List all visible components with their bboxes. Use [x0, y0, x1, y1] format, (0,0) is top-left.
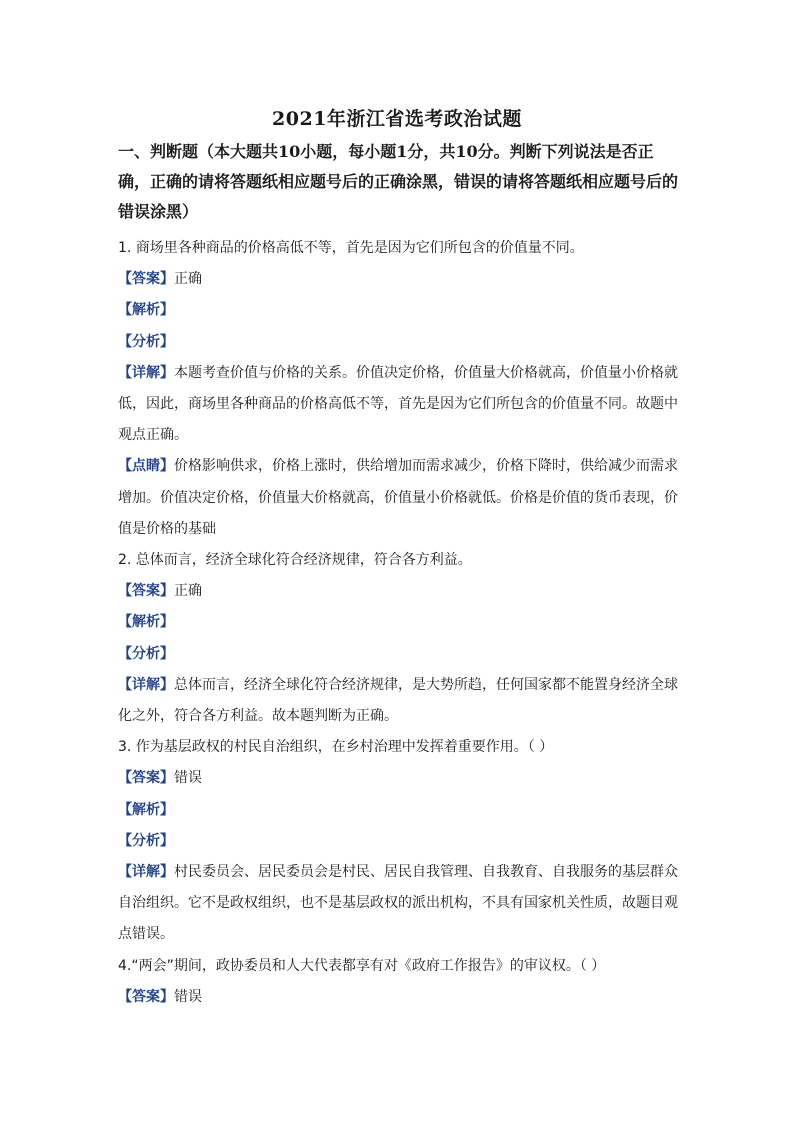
- line-text: 点错误。: [118, 926, 174, 943]
- answer-tag: 【答案】: [118, 988, 174, 1005]
- line-text: 错误: [174, 770, 202, 787]
- text-line: [118, 675, 698, 695]
- text-line: [118, 768, 698, 788]
- text-line: [118, 581, 698, 601]
- answer-tag: 【解析】: [118, 302, 174, 319]
- line-text: 值是价格的基础: [118, 520, 216, 537]
- text-line: [118, 612, 698, 632]
- text-line: [118, 862, 698, 882]
- answer-tag: 【解析】: [118, 801, 174, 818]
- answer-tag: 【答案】: [118, 770, 174, 787]
- text-line: [118, 394, 698, 414]
- line-text: 4.“两会”期间，政协委员和人大代表都享有对《政府工作报告》的审议权。（ ）: [118, 957, 606, 974]
- text-line: [118, 300, 698, 320]
- line-text: 本题考查价值与价格的关系。价值决定价格，价值量大价格就高，价值量小价格就: [174, 364, 678, 381]
- line-text: 正确: [174, 271, 202, 288]
- answer-tag: 【分析】: [118, 645, 174, 662]
- text-line: [118, 269, 698, 289]
- text-line: [118, 238, 698, 258]
- line-text: 增加。价值决定价格，价值量大价格就高，价值量小价格就低。价格是价值的货币表现，价: [118, 489, 678, 506]
- line-text: 低，因此，商场里各种商品的价格高低不等，首先是因为它们所包含的价值量不同。故题中: [118, 396, 678, 412]
- text-line: [118, 550, 698, 570]
- text-line: [118, 456, 698, 476]
- text-line: [118, 425, 698, 445]
- answer-tag: 【解析】: [118, 614, 174, 631]
- line-text: 错误: [174, 988, 202, 1005]
- answer-tag: 【答案】: [118, 583, 174, 600]
- line-text: 村民委员会、居民委员会是村民、居民自我管理、自我教育、自我服务的基层群众: [174, 864, 678, 880]
- text-line: [118, 956, 698, 976]
- answer-tag: 【详解】: [118, 864, 174, 880]
- text-line: [118, 332, 698, 352]
- answer-tag: 【详解】: [118, 676, 174, 693]
- line-text: 1. 商场里各种商品的价格高低不等，首先是因为它们所包含的价值量不同。: [118, 240, 584, 256]
- line-text: 2. 总体而言，经济全球化符合经济规律，符合各方利益。: [118, 552, 472, 568]
- text-line: [118, 737, 698, 757]
- line-text: 自治组织。它不是政权组织，也不是基层政权的派出机构，不具有国家机关性质，故题目观: [118, 895, 678, 912]
- line-text: 观点正确。: [118, 427, 188, 444]
- section-heading: 一、判断题（本大题共10小题，每小题1分，共10分。判断下列说法是否正确，正确的请将答题纸相应题号后的正确涂黑，错误的请将答题纸相应题号后的错误涂黑）: [118, 142, 679, 221]
- line-text: 总体而言，经济全球化符合经济规律，是大势所趋，任何国家都不能置身经济全球: [174, 676, 678, 693]
- answer-tag: 【详解】: [118, 364, 174, 381]
- document-title: 2021年浙江省选考政治试题: [272, 108, 522, 130]
- line-text: 正确: [174, 583, 202, 600]
- text-line: [118, 706, 698, 726]
- text-line: [118, 893, 698, 913]
- answer-tag: 【答案】: [118, 271, 174, 288]
- line-text: 化之外，符合各方利益。故本题判断为正确。: [118, 708, 398, 724]
- text-line: [118, 363, 698, 383]
- answer-tag: 【点睛】: [118, 458, 174, 475]
- text-line: [118, 831, 698, 851]
- line-text: 价格影响供求，价格上涨时，供给增加而需求减少，价格下降时，供给减少而需求: [174, 458, 678, 475]
- line-text: 3. 作为基层政权的村民自治组织，在乡村治理中发挥着重要作用。（ ）: [118, 739, 554, 756]
- answer-tag: 【分析】: [118, 832, 174, 849]
- text-line: [118, 800, 698, 820]
- answer-tag: 【分析】: [118, 333, 174, 350]
- text-line: [118, 924, 698, 944]
- text-line: [118, 987, 698, 1007]
- text-line: [118, 519, 698, 539]
- text-line: [118, 644, 698, 664]
- text-line: [118, 488, 698, 508]
